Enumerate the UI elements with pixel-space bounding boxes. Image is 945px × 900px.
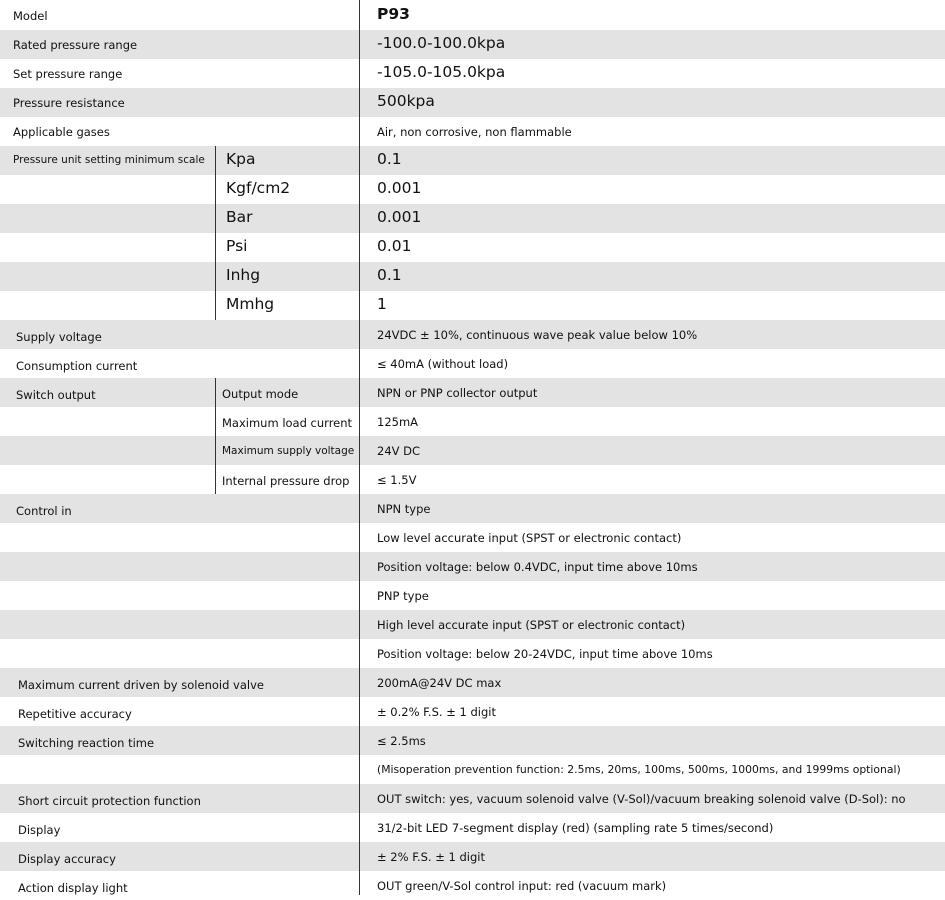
row-value: Air, non corrosive, non flammable: [377, 125, 572, 139]
row-value: ± 0.2% F.S. ± 1 digit: [377, 705, 496, 719]
table-row: [0, 610, 945, 639]
table-row: [0, 436, 945, 465]
row-value: Position voltage: below 0.4VDC, input time above 10ms: [377, 560, 698, 574]
row-label: Repetitive accuracy: [18, 707, 132, 721]
row-sub-label: Mmhg: [226, 295, 275, 313]
main-column-divider: [359, 0, 360, 895]
row-label: Switch output: [16, 388, 96, 402]
table-row: [0, 494, 945, 523]
row-sub-label: Inhg: [226, 266, 261, 284]
row-value: 0.1: [377, 150, 402, 168]
table-row: [0, 117, 945, 146]
table-row: [0, 784, 945, 813]
row-sub-label: Output mode: [222, 387, 299, 401]
row-value: -105.0-105.0kpa: [377, 63, 506, 81]
row-value: NPN type: [377, 502, 431, 516]
row-value: P93: [377, 5, 410, 23]
row-label: Consumption current: [16, 359, 138, 373]
row-value: 125mA: [377, 415, 419, 429]
row-value: 24V DC: [377, 444, 421, 458]
row-value: 0.001: [377, 179, 422, 197]
row-value: Low level accurate input (SPST or electronic contact): [377, 531, 682, 545]
row-value: High level accurate input (SPST or electronic contact): [377, 618, 686, 632]
table-row: [0, 30, 945, 59]
table-row: [0, 639, 945, 668]
row-label: Applicable gases: [13, 125, 110, 139]
table-row: [0, 871, 945, 900]
table-row: [0, 1, 945, 30]
row-label: Action display light: [18, 881, 128, 895]
table-row: [0, 755, 945, 784]
table-row: [0, 146, 945, 175]
row-value: NPN or PNP collector output: [377, 386, 538, 400]
row-value: ≤ 2.5ms: [377, 734, 426, 748]
row-value: ≤ 40mA (without load): [377, 357, 509, 371]
table-row: [0, 842, 945, 871]
table-row: [0, 552, 945, 581]
table-row: [0, 204, 945, 233]
row-label: Pressure resistance: [13, 96, 125, 110]
row-label: Pressure unit setting minimum scale: [13, 154, 205, 166]
table-row: [0, 59, 945, 88]
row-label: Display: [18, 823, 61, 837]
row-label: Model: [13, 9, 48, 23]
row-label: Maximum current driven by solenoid valve: [18, 678, 264, 692]
table-row: [0, 175, 945, 204]
row-value: 0.001: [377, 208, 422, 226]
row-value: 0.01: [377, 237, 412, 255]
table-row: [0, 378, 945, 407]
table-row: [0, 581, 945, 610]
row-value: Position voltage: below 20-24VDC, input time above 10ms: [377, 647, 713, 661]
switch-output-divider: [215, 378, 216, 494]
row-value: 0.1: [377, 266, 402, 284]
row-sub-label: Kpa: [226, 150, 256, 168]
row-sub-label: Maximum supply voltage: [222, 445, 355, 457]
row-label: Display accuracy: [18, 852, 116, 866]
row-value: (Misoperation prevention function: 2.5ms, 20ms, 100ms, 500ms, 1000ms, and 1999ms optional): [377, 763, 901, 776]
row-sub-label: Psi: [226, 237, 248, 255]
row-value: PNP type: [377, 589, 429, 603]
row-sub-label: Bar: [226, 208, 253, 226]
table-row: [0, 465, 945, 494]
row-value: ≤ 1.5V: [377, 473, 417, 487]
row-value: 200mA@24V DC max: [377, 676, 502, 690]
row-sub-label: Kgf/cm2: [226, 179, 291, 197]
row-label: Rated pressure range: [13, 38, 138, 52]
row-sub-label: Internal pressure drop: [222, 474, 350, 488]
row-value: OUT green/V-Sol control input: red (vacuum mark): [377, 879, 667, 893]
row-value: 1: [377, 295, 387, 313]
table-row: [0, 291, 945, 320]
row-value: ± 2% F.S. ± 1 digit: [377, 850, 485, 864]
row-sub-label: Maximum load current: [222, 416, 353, 430]
row-label: Set pressure range: [13, 67, 123, 81]
unit-scale-divider: [215, 146, 216, 320]
row-value: 24VDC ± 10%, continuous wave peak value below 10%: [377, 328, 698, 342]
row-label: Switching reaction time: [18, 736, 155, 750]
row-label: Short circuit protection function: [18, 794, 201, 808]
row-value: OUT switch: yes, vacuum solenoid valve (V-Sol)/vacuum breaking solenoid valve (D-Sol): no: [377, 792, 906, 806]
row-value: 31/2-bit LED 7-segment display (red) (sampling rate 5 times/second): [377, 821, 774, 835]
table-row: [0, 407, 945, 436]
table-row: [0, 88, 945, 117]
row-label: Control in: [16, 504, 72, 518]
table-row: [0, 349, 945, 378]
table-row: [0, 668, 945, 697]
table-row: [0, 523, 945, 552]
table-row: [0, 320, 945, 349]
row-value: 500kpa: [377, 92, 435, 110]
table-row: [0, 813, 945, 842]
row-label: Supply voltage: [16, 330, 102, 344]
table-row: [0, 262, 945, 291]
table-row: [0, 726, 945, 755]
table-row: [0, 697, 945, 726]
row-value: -100.0-100.0kpa: [377, 34, 506, 52]
table-row: [0, 233, 945, 262]
